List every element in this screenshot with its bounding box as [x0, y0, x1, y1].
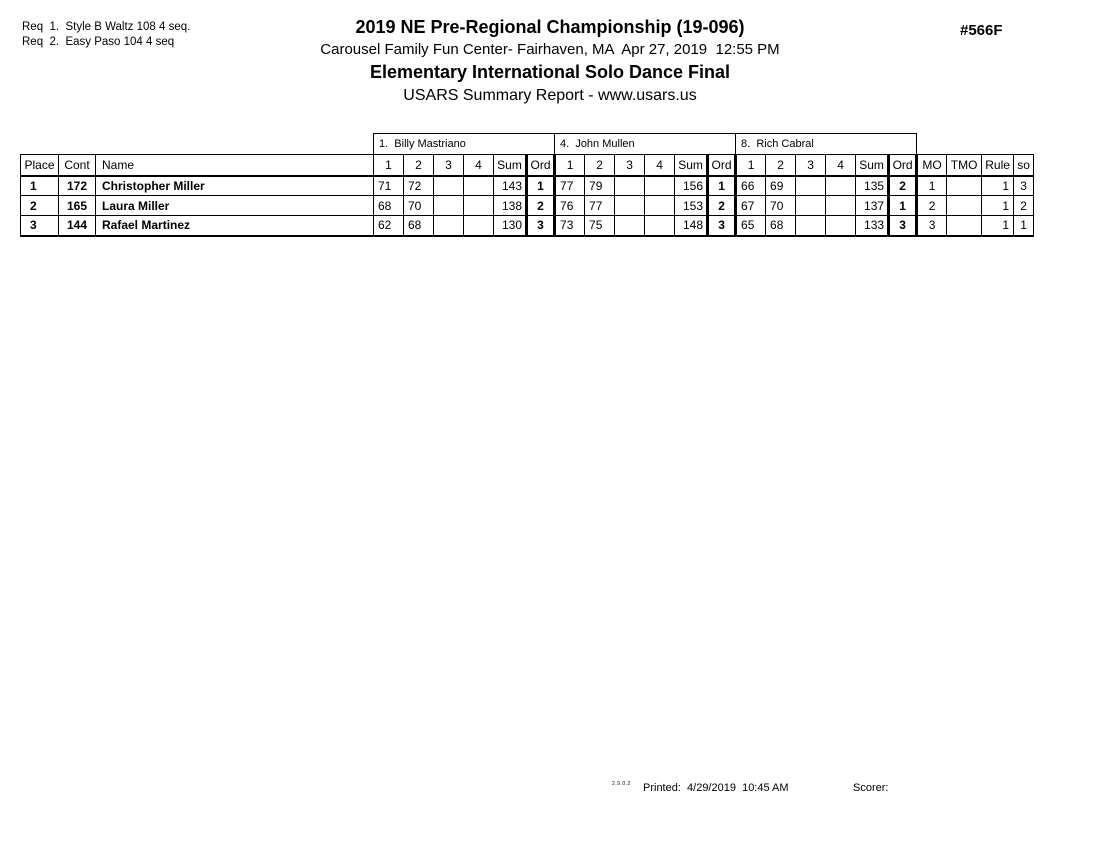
header-place: Place [21, 155, 59, 176]
skater-name-cell: Christopher Miller [96, 176, 374, 196]
place-cell: 3 [21, 216, 59, 236]
judge-row-left-spacer [21, 134, 374, 155]
header-name: Name [96, 155, 374, 176]
header-rule: Rule [982, 155, 1014, 176]
judge3-score3-cell [796, 216, 826, 236]
header-j2-4: 4 [645, 155, 675, 176]
header-j1-3: 3 [434, 155, 464, 176]
judge2-sum-cell: 156 [675, 176, 708, 196]
judge3-ordinal-cell: 2 [889, 176, 917, 196]
rule-cell: 1 [982, 196, 1014, 216]
place-cell: 1 [21, 176, 59, 196]
judge2-score4-cell [645, 216, 675, 236]
tmo-cell [947, 216, 982, 236]
judge1-score4-cell [464, 176, 494, 196]
tmo-cell [947, 196, 982, 216]
header-mo: MO [917, 155, 947, 176]
judge3-sum-cell: 135 [856, 176, 889, 196]
column-header-row [21, 155, 1034, 176]
rule-cell: 1 [982, 216, 1014, 236]
judge2-sum-cell: 148 [675, 216, 708, 236]
judge3-score1-cell: 66 [736, 176, 766, 196]
header-j1-ord: Ord [527, 155, 555, 176]
place-cell: 2 [21, 196, 59, 216]
header-j2-3: 3 [615, 155, 645, 176]
judge3-score3-cell [796, 176, 826, 196]
judge3-sum-cell: 137 [856, 196, 889, 216]
so-cell: 2 [1014, 196, 1034, 216]
mo-cell: 2 [917, 196, 947, 216]
championship-title: 2019 NE Pre-Regional Championship (19-096) [355, 17, 745, 37]
printed-timestamp: Printed: 4/29/2019 10:45 AM [643, 782, 789, 794]
judge2-score2-cell: 77 [585, 196, 615, 216]
result-row-2 [21, 196, 1034, 216]
judge1-sum-cell: 138 [494, 196, 527, 216]
header-j3-ord: Ord [889, 155, 917, 176]
title-block [0, 18, 1100, 104]
judge1-score3-cell [434, 196, 464, 216]
judge1-score1-cell: 68 [374, 196, 404, 216]
report-type-line: USARS Summary Report - www.usars.us [403, 87, 697, 104]
judge3-score2-cell: 69 [766, 176, 796, 196]
rule-cell: 1 [982, 176, 1014, 196]
event-title: Elementary International Solo Dance Final [369, 62, 731, 82]
result-row-3 [21, 216, 1034, 236]
header-j2-1: 1 [555, 155, 585, 176]
judge3-score3-cell [796, 196, 826, 216]
document-number: #566F [960, 22, 1003, 39]
tmo-cell [947, 176, 982, 196]
judge2-score1-cell: 76 [555, 196, 585, 216]
judge2-score4-cell [645, 196, 675, 216]
judge2-score3-cell [615, 196, 645, 216]
judge2-score2-cell: 79 [585, 176, 615, 196]
contestant-number-cell: 144 [59, 216, 96, 236]
header-j1-sum: Sum [494, 155, 527, 176]
judge1-score4-cell [464, 196, 494, 216]
judge2-score1-cell: 73 [555, 216, 585, 236]
header-so: so [1014, 155, 1034, 176]
judge3-score4-cell [826, 216, 856, 236]
judge1-sum-cell: 130 [494, 216, 527, 236]
judge3-sum-cell: 133 [856, 216, 889, 236]
mo-cell: 3 [917, 216, 947, 236]
header-j2-2: 2 [585, 155, 615, 176]
skater-name-cell: Rafael Martinez [96, 216, 374, 236]
header-j1-2: 2 [404, 155, 434, 176]
judge-row-right-spacer [917, 134, 1034, 155]
judge2-ordinal-cell: 2 [708, 196, 736, 216]
judge1-score1-cell: 71 [374, 176, 404, 196]
judge2-ordinal-cell: 1 [708, 176, 736, 196]
judge3-score1-cell: 67 [736, 196, 766, 216]
header-j3-sum: Sum [856, 155, 889, 176]
judge1-sum-cell: 143 [494, 176, 527, 196]
header-j2-sum: Sum [675, 155, 708, 176]
judge3-score4-cell [826, 196, 856, 216]
judge1-score3-cell [434, 216, 464, 236]
judge1-score4-cell [464, 216, 494, 236]
result-row-1 [21, 176, 1034, 196]
judge1-score2-cell: 68 [404, 216, 434, 236]
judge2-score3-cell [615, 176, 645, 196]
header-cont: Cont [59, 155, 96, 176]
judge2-ordinal-cell: 3 [708, 216, 736, 236]
venue-date-line: Carousel Family Fun Center- Fairhaven, MA Apr 27, 2019 12:55 PM [320, 41, 780, 58]
judge1-ordinal-cell: 2 [527, 196, 555, 216]
judge1-score2-cell: 72 [404, 176, 434, 196]
header-j3-1: 1 [736, 155, 766, 176]
judge1-ordinal-cell: 1 [527, 176, 555, 196]
judge3-score1-cell: 65 [736, 216, 766, 236]
judge1-ordinal-cell: 3 [527, 216, 555, 236]
so-cell: 1 [1014, 216, 1034, 236]
header-j1-1: 1 [374, 155, 404, 176]
skater-name-cell: Laura Miller [96, 196, 374, 216]
judge2-sum-cell: 153 [675, 196, 708, 216]
judge-1-name: 1. Billy Mastriano [374, 134, 555, 155]
header-j1-4: 4 [464, 155, 494, 176]
judge3-score2-cell: 68 [766, 216, 796, 236]
contestant-number-cell: 165 [59, 196, 96, 216]
judge1-score3-cell [434, 176, 464, 196]
contestant-number-cell: 172 [59, 176, 96, 196]
judge2-score2-cell: 75 [585, 216, 615, 236]
judge1-score2-cell: 70 [404, 196, 434, 216]
judge1-score1-cell: 62 [374, 216, 404, 236]
judge3-ordinal-cell: 1 [889, 196, 917, 216]
header-j3-4: 4 [826, 155, 856, 176]
judge2-score4-cell [645, 176, 675, 196]
judge2-score1-cell: 77 [555, 176, 585, 196]
requirement-line-1: Req 1. Style B Waltz 108 4 seq. [22, 21, 191, 33]
judge3-score4-cell [826, 176, 856, 196]
header-j2-ord: Ord [708, 155, 736, 176]
judge2-score3-cell [615, 216, 645, 236]
scorer-label: Scorer: [853, 782, 889, 794]
results-tbody [21, 176, 1034, 236]
results-table-wrap [20, 133, 1034, 237]
judge3-score2-cell: 70 [766, 196, 796, 216]
judge-3-name: 8. Rich Cabral [736, 134, 917, 155]
judge-name-row [21, 134, 1034, 155]
software-version: 2.9.0.2 [612, 781, 631, 787]
header-j3-3: 3 [796, 155, 826, 176]
results-table [20, 133, 1034, 237]
requirement-line-2: Req 2. Easy Paso 104 4 seq [22, 36, 175, 48]
so-cell: 3 [1014, 176, 1034, 196]
mo-cell: 1 [917, 176, 947, 196]
header-j3-2: 2 [766, 155, 796, 176]
judge3-ordinal-cell: 3 [889, 216, 917, 236]
header-tmo: TMO [947, 155, 982, 176]
judge-2-name: 4. John Mullen [555, 134, 736, 155]
